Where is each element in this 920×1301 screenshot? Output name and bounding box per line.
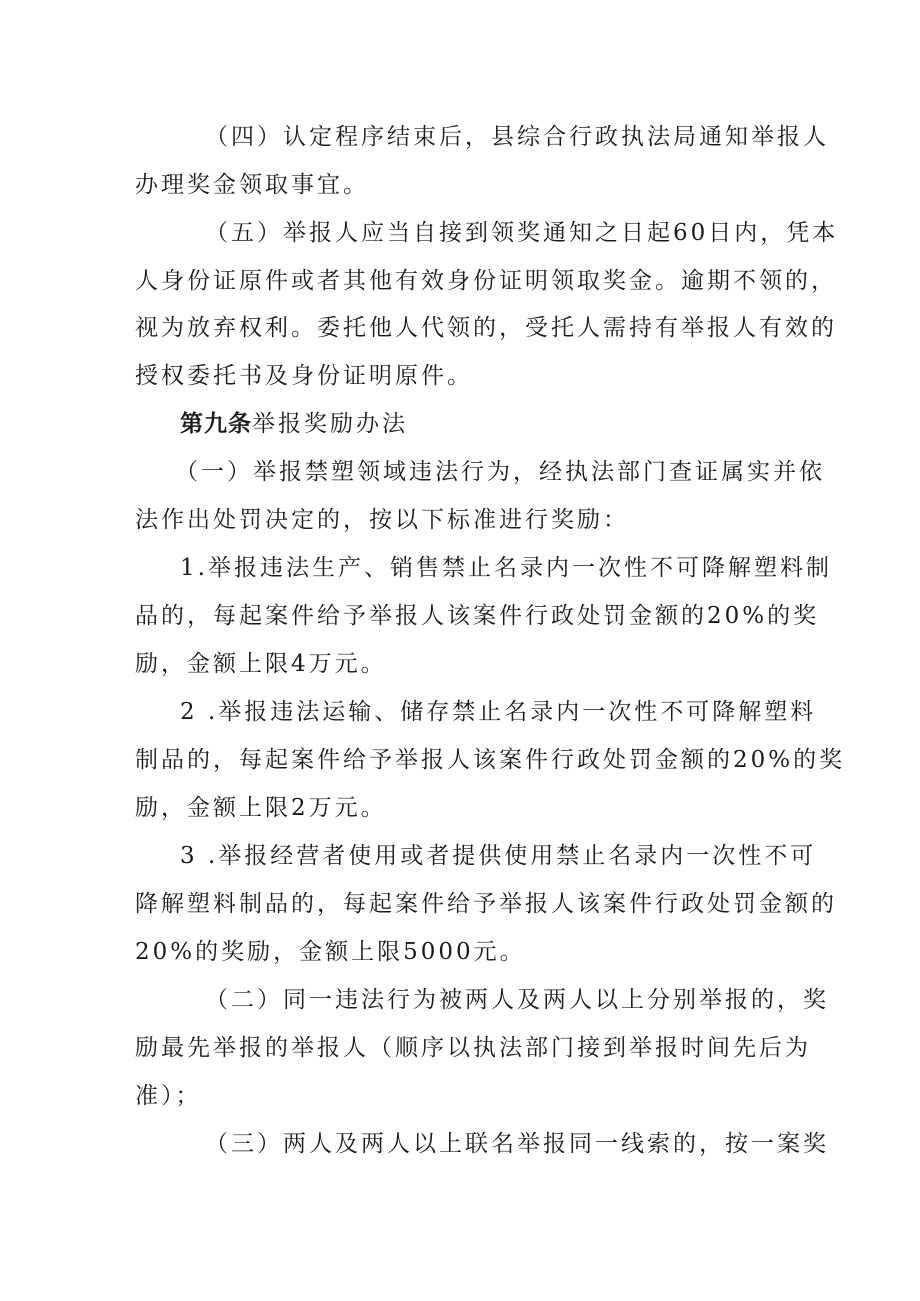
clause-1-line-2: 法作出处罚决定的，按以下标准进行奖励： [135,507,629,533]
item-1-line-2: 品的，每起案件给予举报人该案件行政处罚金额的20%的奖 [135,603,820,629]
paragraph-5-line-1: （五）举报人应当自接到领奖通知之日起60日内，凭本 [205,220,839,246]
item-1-line-3: 励，金额上限4万元。 [135,651,387,677]
clause-3-line-1: （三）两人及两人以上联名举报同一线索的，按一案奖 [205,1131,829,1157]
paragraph-4-line-1: （四）认定程序结束后，县综合行政执法局通知举报人 [205,124,829,150]
paragraph-5-line-2: 人身份证原件或者其他有效身份证明领取奖金。逾期不领的， [135,268,837,294]
item-3-line-3: 20%的奖励，金额上限5000元。 [135,939,526,965]
item-2-line-1: 2 .举报违法运输、储存禁止名录内一次性不可降解塑料 [180,699,817,725]
article-number: 第九条 [180,411,252,437]
item-2-line-2: 制品的，每起案件给予举报人该案件行政处罚金额的20%的奖 [135,747,846,773]
item-1-line-1: 1.举报违法生产、销售禁止名录内一次性不可降解塑料制 [180,555,832,581]
article-title: 举报奖励办法 [252,411,408,437]
item-3-line-1: 3 .举报经营者使用或者提供使用禁止名录内一次性不可 [180,843,817,869]
item-2-line-3: 励，金额上限2万元。 [135,795,387,821]
clause-1-line-1: （一）举报禁塑领域违法行为，经执法部门查证属实并依 [175,459,825,485]
item-3-line-2: 降解塑料制品的，每起案件给予举报人该案件行政处罚金额的 [135,891,837,917]
paragraph-5-line-4: 授权委托书及身份证明原件。 [135,363,473,389]
clause-2-line-1: （二）同一违法行为被两人及两人以上分别举报的，奖 [205,987,829,1013]
paragraph-4-line-2: 办理奖金领取事宜。 [135,172,369,198]
paragraph-5-line-3: 视为放弃权利。委托他人代领的，受托人需持有举报人有效的 [135,315,837,341]
article-heading [180,409,408,439]
clause-2-line-2: 励最先举报的举报人（顺序以执法部门接到举报时间先后为 [135,1035,811,1061]
clause-2-line-3: 准）； [135,1083,202,1109]
